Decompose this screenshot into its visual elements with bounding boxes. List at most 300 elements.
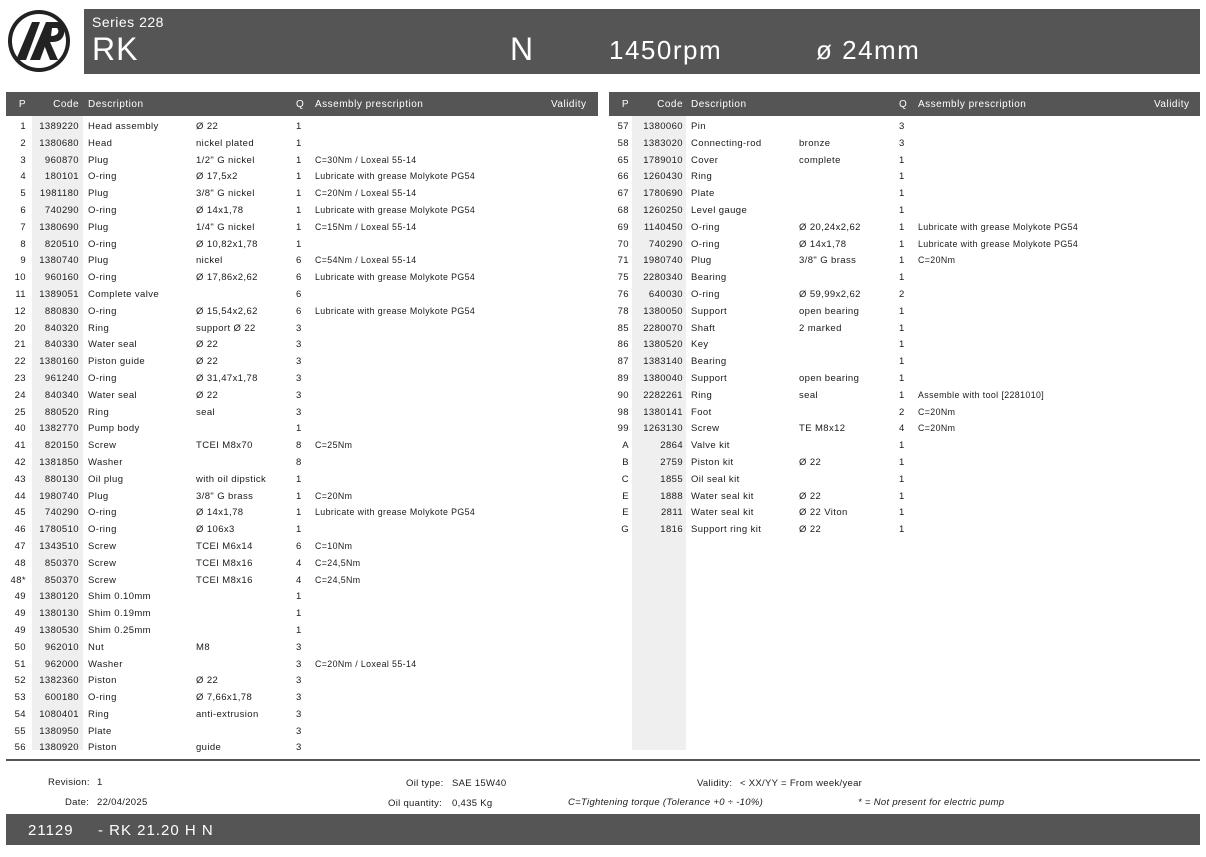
cell-code: 1389220 — [39, 121, 79, 132]
cell-description: Support — [691, 372, 728, 384]
cell-position: 46 — [14, 524, 26, 536]
cell-code: 740290 — [44, 507, 79, 519]
table-row — [6, 420, 598, 437]
table-row — [6, 504, 598, 521]
revision-value: 1 — [97, 777, 103, 788]
table-row — [609, 219, 1200, 236]
date-label: Date: — [65, 797, 90, 808]
cell-position: C — [621, 473, 629, 485]
cell-position: 41 — [14, 440, 26, 452]
table-row — [6, 706, 598, 723]
cell-code: 1380690 — [39, 221, 79, 233]
cell-code: 2811 — [660, 507, 683, 519]
cell-quantity: 3 — [296, 708, 302, 720]
table-body — [6, 116, 598, 756]
cell-quantity: 1 — [296, 507, 302, 519]
cell-position: 52 — [14, 675, 26, 687]
cell-position: 70 — [617, 238, 629, 250]
table-row — [6, 488, 598, 505]
header-assembly: Assembly prescription — [315, 99, 424, 110]
cell-description: O-ring — [88, 692, 117, 704]
cell-position: B — [622, 456, 629, 468]
cell-code: 1780690 — [643, 188, 683, 200]
cell-position: 23 — [14, 372, 26, 384]
cell-detail: Ø 22 — [196, 356, 219, 368]
cell-description: Cover — [691, 154, 719, 166]
cell-detail: M8 — [196, 641, 210, 653]
table-row — [609, 236, 1200, 253]
cell-detail: Ø 31,47x1,78 — [196, 372, 258, 384]
cell-position: 85 — [617, 322, 629, 334]
cell-position: 6 — [20, 204, 26, 216]
cell-description: Plate — [691, 188, 715, 200]
cell-position: 49 — [14, 591, 26, 603]
header-code: Code — [53, 99, 79, 110]
cell-code: 1380120 — [39, 591, 79, 603]
cell-code: 1380040 — [643, 372, 683, 384]
cell-description: Screw — [88, 557, 117, 569]
cell-description: Level gauge — [691, 204, 748, 216]
cell-position: 86 — [617, 339, 629, 351]
cell-quantity: 1 — [296, 490, 302, 502]
cell-quantity: 2 — [899, 288, 905, 300]
cell-detail: Ø 20,24x2,62 — [799, 221, 861, 233]
table-row — [6, 353, 598, 370]
cell-quantity: 3 — [296, 406, 302, 418]
cell-code: 1380520 — [643, 339, 683, 351]
cell-code: 2864 — [660, 440, 683, 452]
table-row — [6, 538, 598, 555]
cell-description: Nut — [88, 641, 104, 653]
cell-position: 45 — [14, 507, 26, 519]
table-row — [609, 303, 1200, 320]
table-row — [6, 639, 598, 656]
cell-assembly: Assemble with tool [2281010] — [918, 389, 1045, 400]
cell-quantity: 6 — [296, 272, 302, 284]
cell-description: Screw — [88, 574, 117, 586]
cell-description: Shim 0.19mm — [88, 608, 152, 620]
cell-description: Water seal kit — [691, 490, 754, 502]
table-row — [6, 555, 598, 572]
oil-quantity-value: 0,435 Kg — [452, 798, 493, 809]
cell-detail: Ø 22 — [196, 675, 219, 687]
cell-code: 840340 — [44, 389, 79, 401]
cell-quantity: 1 — [899, 356, 905, 368]
cell-code: 1816 — [660, 524, 683, 536]
cell-description: Shaft — [691, 322, 716, 334]
cell-detail: Ø 22 — [196, 339, 219, 351]
cell-description: Plug — [88, 221, 109, 233]
cell-assembly: C=24,5Nm — [315, 557, 361, 568]
table-row — [6, 320, 598, 337]
cell-code: 1263130 — [643, 423, 683, 435]
cell-assembly: C=24,5Nm — [315, 574, 361, 585]
cell-code: 850370 — [44, 557, 79, 569]
cell-quantity: 1 — [899, 204, 905, 216]
cell-detail: Ø 15,54x2,62 — [196, 305, 258, 317]
table-row — [6, 152, 598, 169]
cell-quantity: 1 — [899, 255, 905, 267]
cell-description: Support — [691, 305, 728, 317]
table-row — [6, 219, 598, 236]
cell-position: 3 — [20, 154, 26, 166]
cell-detail: Ø 17,5x2 — [196, 171, 238, 183]
cell-position: 49 — [14, 608, 26, 620]
cell-quantity: 1 — [899, 221, 905, 233]
cell-position: 5 — [20, 188, 26, 200]
cell-description: Valve kit — [691, 440, 730, 452]
cell-assembly: C=30Nm / Loxeal 55-14 — [315, 154, 417, 165]
cell-code: 1381850 — [39, 456, 79, 468]
electric-pump-note: * = Not present for electric pump — [858, 797, 1005, 808]
cell-quantity: 1 — [899, 339, 905, 351]
cell-detail: Ø 106x3 — [196, 524, 235, 536]
cell-assembly: C=20Nm — [918, 406, 956, 417]
table-row — [609, 286, 1200, 303]
cell-code: 1981180 — [39, 188, 79, 200]
cell-code: 2280340 — [643, 272, 683, 284]
table-header — [6, 92, 598, 116]
table-row — [6, 656, 598, 673]
oil-quantity-label: Oil quantity: — [388, 798, 443, 809]
cell-position: 57 — [617, 121, 629, 132]
cell-quantity: 1 — [296, 423, 302, 435]
table-header — [609, 92, 1200, 116]
series-label: Series 228 — [92, 14, 164, 30]
table-row — [6, 303, 598, 320]
cell-assembly: Lubricate with grease Molykote PG54 — [315, 171, 476, 182]
cell-quantity: 1 — [899, 305, 905, 317]
cell-detail: 2 marked — [799, 322, 842, 334]
cell-quantity: 3 — [296, 692, 302, 704]
cell-quantity: 1 — [296, 221, 302, 233]
cell-description: O-ring — [88, 238, 117, 250]
cell-code: 1380130 — [39, 608, 79, 620]
cell-code: 1382770 — [39, 423, 79, 435]
cell-code: 1980740 — [643, 255, 683, 267]
cell-code: 1383140 — [643, 356, 683, 368]
table-row — [6, 387, 598, 404]
cell-assembly: Lubricate with grease Molykote PG54 — [315, 507, 476, 518]
cell-position: 47 — [14, 540, 26, 552]
cell-quantity: 1 — [296, 154, 302, 166]
cell-code: 1380740 — [39, 255, 79, 267]
cell-quantity: 4 — [296, 574, 302, 586]
cell-assembly: C=25Nm — [315, 440, 353, 451]
table-row — [609, 336, 1200, 353]
header-description: Description — [691, 99, 747, 110]
cell-position: 69 — [617, 221, 629, 233]
table-row — [609, 437, 1200, 454]
revision-label: Revision: — [48, 777, 90, 788]
cell-position: 99 — [617, 423, 629, 435]
cell-position: 50 — [14, 641, 26, 653]
cell-code: 961240 — [44, 372, 79, 384]
header-p: P — [621, 99, 629, 110]
cell-detail: 3/8" G brass — [196, 490, 254, 502]
cell-code: 740290 — [648, 238, 683, 250]
cell-position: 58 — [617, 137, 629, 149]
cell-description: Piston kit — [691, 456, 734, 468]
cell-description: Oil seal kit — [691, 473, 740, 485]
table-row — [609, 118, 1200, 135]
cell-detail: support Ø 22 — [196, 322, 256, 334]
table-row — [6, 286, 598, 303]
cell-description: Ring — [88, 322, 110, 334]
table-row — [6, 404, 598, 421]
cell-description: Piston — [88, 742, 117, 754]
cell-description: Plug — [88, 188, 109, 200]
cell-quantity: 4 — [296, 557, 302, 569]
cell-description: O-ring — [691, 238, 720, 250]
cell-quantity: 6 — [296, 255, 302, 267]
cell-position: 7 — [20, 221, 26, 233]
table-row — [6, 370, 598, 387]
cell-description: Ring — [691, 389, 713, 401]
cell-code: 880520 — [44, 406, 79, 418]
cell-code: 740290 — [44, 204, 79, 216]
cell-assembly: C=20Nm — [918, 255, 956, 266]
cell-code: 2280070 — [643, 322, 683, 334]
cell-description: Ring — [88, 708, 110, 720]
cell-code: 1383020 — [643, 137, 683, 149]
parts-table-right — [609, 92, 1200, 538]
table-row — [609, 269, 1200, 286]
cell-detail: Ø 10,82x1,78 — [196, 238, 258, 250]
cell-assembly: C=15Nm / Loxeal 55-14 — [315, 221, 417, 232]
cell-detail: 1/2" G nickel — [196, 154, 255, 166]
cell-position: 22 — [14, 356, 26, 368]
table-row — [6, 521, 598, 538]
table-row — [6, 622, 598, 639]
cell-code: 2282261 — [643, 389, 683, 401]
table-row — [609, 152, 1200, 169]
cell-description: Foot — [691, 406, 712, 418]
cell-description: O-ring — [88, 272, 117, 284]
cell-description: O-ring — [88, 524, 117, 536]
table-row — [609, 135, 1200, 152]
table-row — [609, 202, 1200, 219]
cell-description: Plug — [88, 255, 109, 267]
cell-quantity: 1 — [296, 524, 302, 536]
table-row — [6, 269, 598, 286]
cell-quantity: 3 — [296, 725, 302, 737]
table-row — [6, 471, 598, 488]
cell-assembly: C=20Nm — [315, 490, 353, 501]
cell-assembly: Lubricate with grease Molykote PG54 — [918, 238, 1079, 249]
cell-quantity: 1 — [296, 188, 302, 200]
brand-logo — [6, 8, 72, 74]
cell-position: 89 — [617, 372, 629, 384]
cell-description: Shim 0.10mm — [88, 591, 152, 603]
cell-position: 87 — [617, 356, 629, 368]
cell-detail: with oil dipstick — [196, 473, 267, 485]
oil-type-value: SAE 15W40 — [452, 778, 507, 789]
cell-code: 600180 — [44, 692, 79, 704]
cell-position: 25 — [14, 406, 26, 418]
cell-quantity: 3 — [296, 742, 302, 754]
cell-code: 962010 — [44, 641, 79, 653]
cell-code: 1080401 — [39, 708, 79, 720]
cell-description: Piston — [88, 675, 117, 687]
cell-description: Plug — [691, 255, 712, 267]
cell-detail: Ø 14x1,78 — [196, 204, 244, 216]
cell-position: E — [622, 507, 629, 519]
cell-description: Piston guide — [88, 356, 146, 368]
table-row — [609, 488, 1200, 505]
cell-description: Washer — [88, 658, 123, 670]
validity-label: Validity: — [697, 778, 733, 789]
cell-assembly: Lubricate with grease Molykote PG54 — [315, 305, 476, 316]
table-row — [609, 387, 1200, 404]
cell-detail: Ø 22 Viton — [799, 507, 848, 519]
cell-assembly: C=20Nm — [918, 423, 956, 434]
header-q: Q — [899, 99, 908, 110]
cell-detail: bronze — [799, 137, 831, 149]
cell-description: O-ring — [88, 507, 117, 519]
cell-quantity: 1 — [899, 490, 905, 502]
cell-position: 51 — [14, 658, 26, 670]
cell-description: Pin — [691, 121, 706, 132]
cell-quantity: 1 — [899, 188, 905, 200]
variant-label: N — [510, 31, 534, 67]
table-row — [6, 689, 598, 706]
cell-position: 21 — [14, 339, 26, 351]
cell-position: 43 — [14, 473, 26, 485]
cell-code: 840320 — [44, 322, 79, 334]
date-value: 22/04/2025 — [97, 797, 148, 808]
cell-detail: open bearing — [799, 305, 860, 317]
cell-description: Screw — [691, 423, 720, 435]
cell-position: 4 — [20, 171, 26, 183]
table-row — [6, 588, 598, 605]
cell-quantity: 6 — [296, 305, 302, 317]
rpm-label: 1450rpm — [609, 35, 723, 65]
cell-position: 67 — [617, 188, 629, 200]
cell-detail: Ø 22 — [196, 389, 219, 401]
cell-position: 68 — [617, 204, 629, 216]
cell-detail: Ø 22 — [799, 456, 822, 468]
cell-assembly: C=20Nm / Loxeal 55-14 — [315, 188, 417, 199]
table-row — [6, 135, 598, 152]
cell-description: Connecting-rod — [691, 137, 762, 149]
cell-position: A — [622, 440, 629, 452]
cell-code: 820510 — [44, 238, 79, 250]
cell-quantity: 1 — [296, 171, 302, 183]
cell-code: 640030 — [648, 288, 683, 300]
cell-code: 840330 — [44, 339, 79, 351]
cell-quantity: 8 — [296, 440, 302, 452]
table-row — [609, 370, 1200, 387]
cell-code: 1380920 — [39, 742, 79, 754]
header-validity: Validity — [551, 99, 587, 110]
cell-position: 11 — [15, 288, 26, 300]
cell-quantity: 8 — [296, 456, 302, 468]
cell-quantity: 3 — [296, 389, 302, 401]
cell-position: 90 — [617, 389, 629, 401]
cell-quantity: 1 — [899, 524, 905, 536]
cell-description: Plug — [88, 154, 109, 166]
cell-code: 962000 — [44, 658, 79, 670]
cell-description: Head assembly — [88, 121, 159, 132]
parts-table-left — [6, 92, 598, 756]
cell-detail: 1/4" G nickel — [196, 221, 255, 233]
cell-description: O-ring — [88, 372, 117, 384]
cell-detail: Ø 7,66x1,78 — [196, 692, 253, 704]
cell-code: 1380141 — [643, 406, 683, 418]
cell-detail: Ø 22 — [196, 121, 219, 132]
cell-detail: complete — [799, 154, 841, 166]
cell-description: Shim 0.25mm — [88, 624, 152, 636]
diameter-label: ø 24mm — [816, 35, 921, 65]
cell-description: Ring — [691, 171, 713, 183]
cell-quantity: 3 — [899, 137, 905, 149]
cell-position: 75 — [617, 272, 629, 284]
model-title: RK — [92, 31, 139, 67]
table-row — [609, 252, 1200, 269]
cell-position: 44 — [14, 490, 26, 502]
cell-detail: Ø 14x1,78 — [196, 507, 244, 519]
header-q: Q — [296, 99, 305, 110]
cell-quantity: 1 — [899, 154, 905, 166]
cell-description: Complete valve — [88, 288, 160, 300]
cell-quantity: 6 — [296, 540, 302, 552]
cell-quantity: 3 — [296, 339, 302, 351]
cell-code: 1260430 — [643, 171, 683, 183]
cell-quantity: 3 — [296, 356, 302, 368]
cell-quantity: 2 — [899, 406, 905, 418]
table-row — [609, 168, 1200, 185]
cell-detail: 3/8" G nickel — [196, 188, 255, 200]
validity-value: < XX/YY = From week/year — [740, 778, 863, 789]
cell-code: 1382360 — [39, 675, 79, 687]
cell-position: 71 — [617, 255, 629, 267]
cell-code: 1380530 — [39, 624, 79, 636]
cell-position: 78 — [617, 305, 629, 317]
header-bar — [84, 9, 1200, 74]
cell-description: Plate — [88, 725, 112, 737]
cell-position: 8 — [20, 238, 26, 250]
cell-code: 960870 — [44, 154, 79, 166]
cell-detail: TCEI M8x16 — [196, 557, 253, 569]
cell-code: 1140450 — [643, 221, 683, 233]
table-row — [6, 202, 598, 219]
cell-code: 1389051 — [39, 288, 79, 300]
cell-position: 2 — [20, 137, 26, 149]
cell-position: 98 — [617, 406, 629, 418]
cell-description: O-ring — [691, 288, 720, 300]
cell-position: 76 — [617, 288, 629, 300]
cell-assembly: Lubricate with grease Molykote PG54 — [315, 272, 476, 283]
cell-quantity: 3 — [296, 675, 302, 687]
cell-position: 53 — [14, 692, 26, 704]
part-name: - RK 21.20 H N — [98, 822, 214, 839]
header-code: Code — [657, 99, 683, 110]
cell-position: 10 — [14, 272, 26, 284]
cell-detail: guide — [196, 742, 222, 754]
cell-detail: Ø 17,86x2,62 — [196, 272, 258, 284]
cell-detail: open bearing — [799, 372, 860, 384]
cell-detail: nickel plated — [196, 137, 255, 149]
cell-description: Screw — [88, 540, 117, 552]
table-row — [609, 521, 1200, 538]
cell-position: 1 — [20, 121, 26, 132]
cell-code: 1343510 — [39, 540, 79, 552]
cell-quantity: 1 — [899, 322, 905, 334]
cell-description: Washer — [88, 456, 123, 468]
cell-quantity: 3 — [296, 641, 302, 653]
cell-description: Head — [88, 137, 113, 149]
